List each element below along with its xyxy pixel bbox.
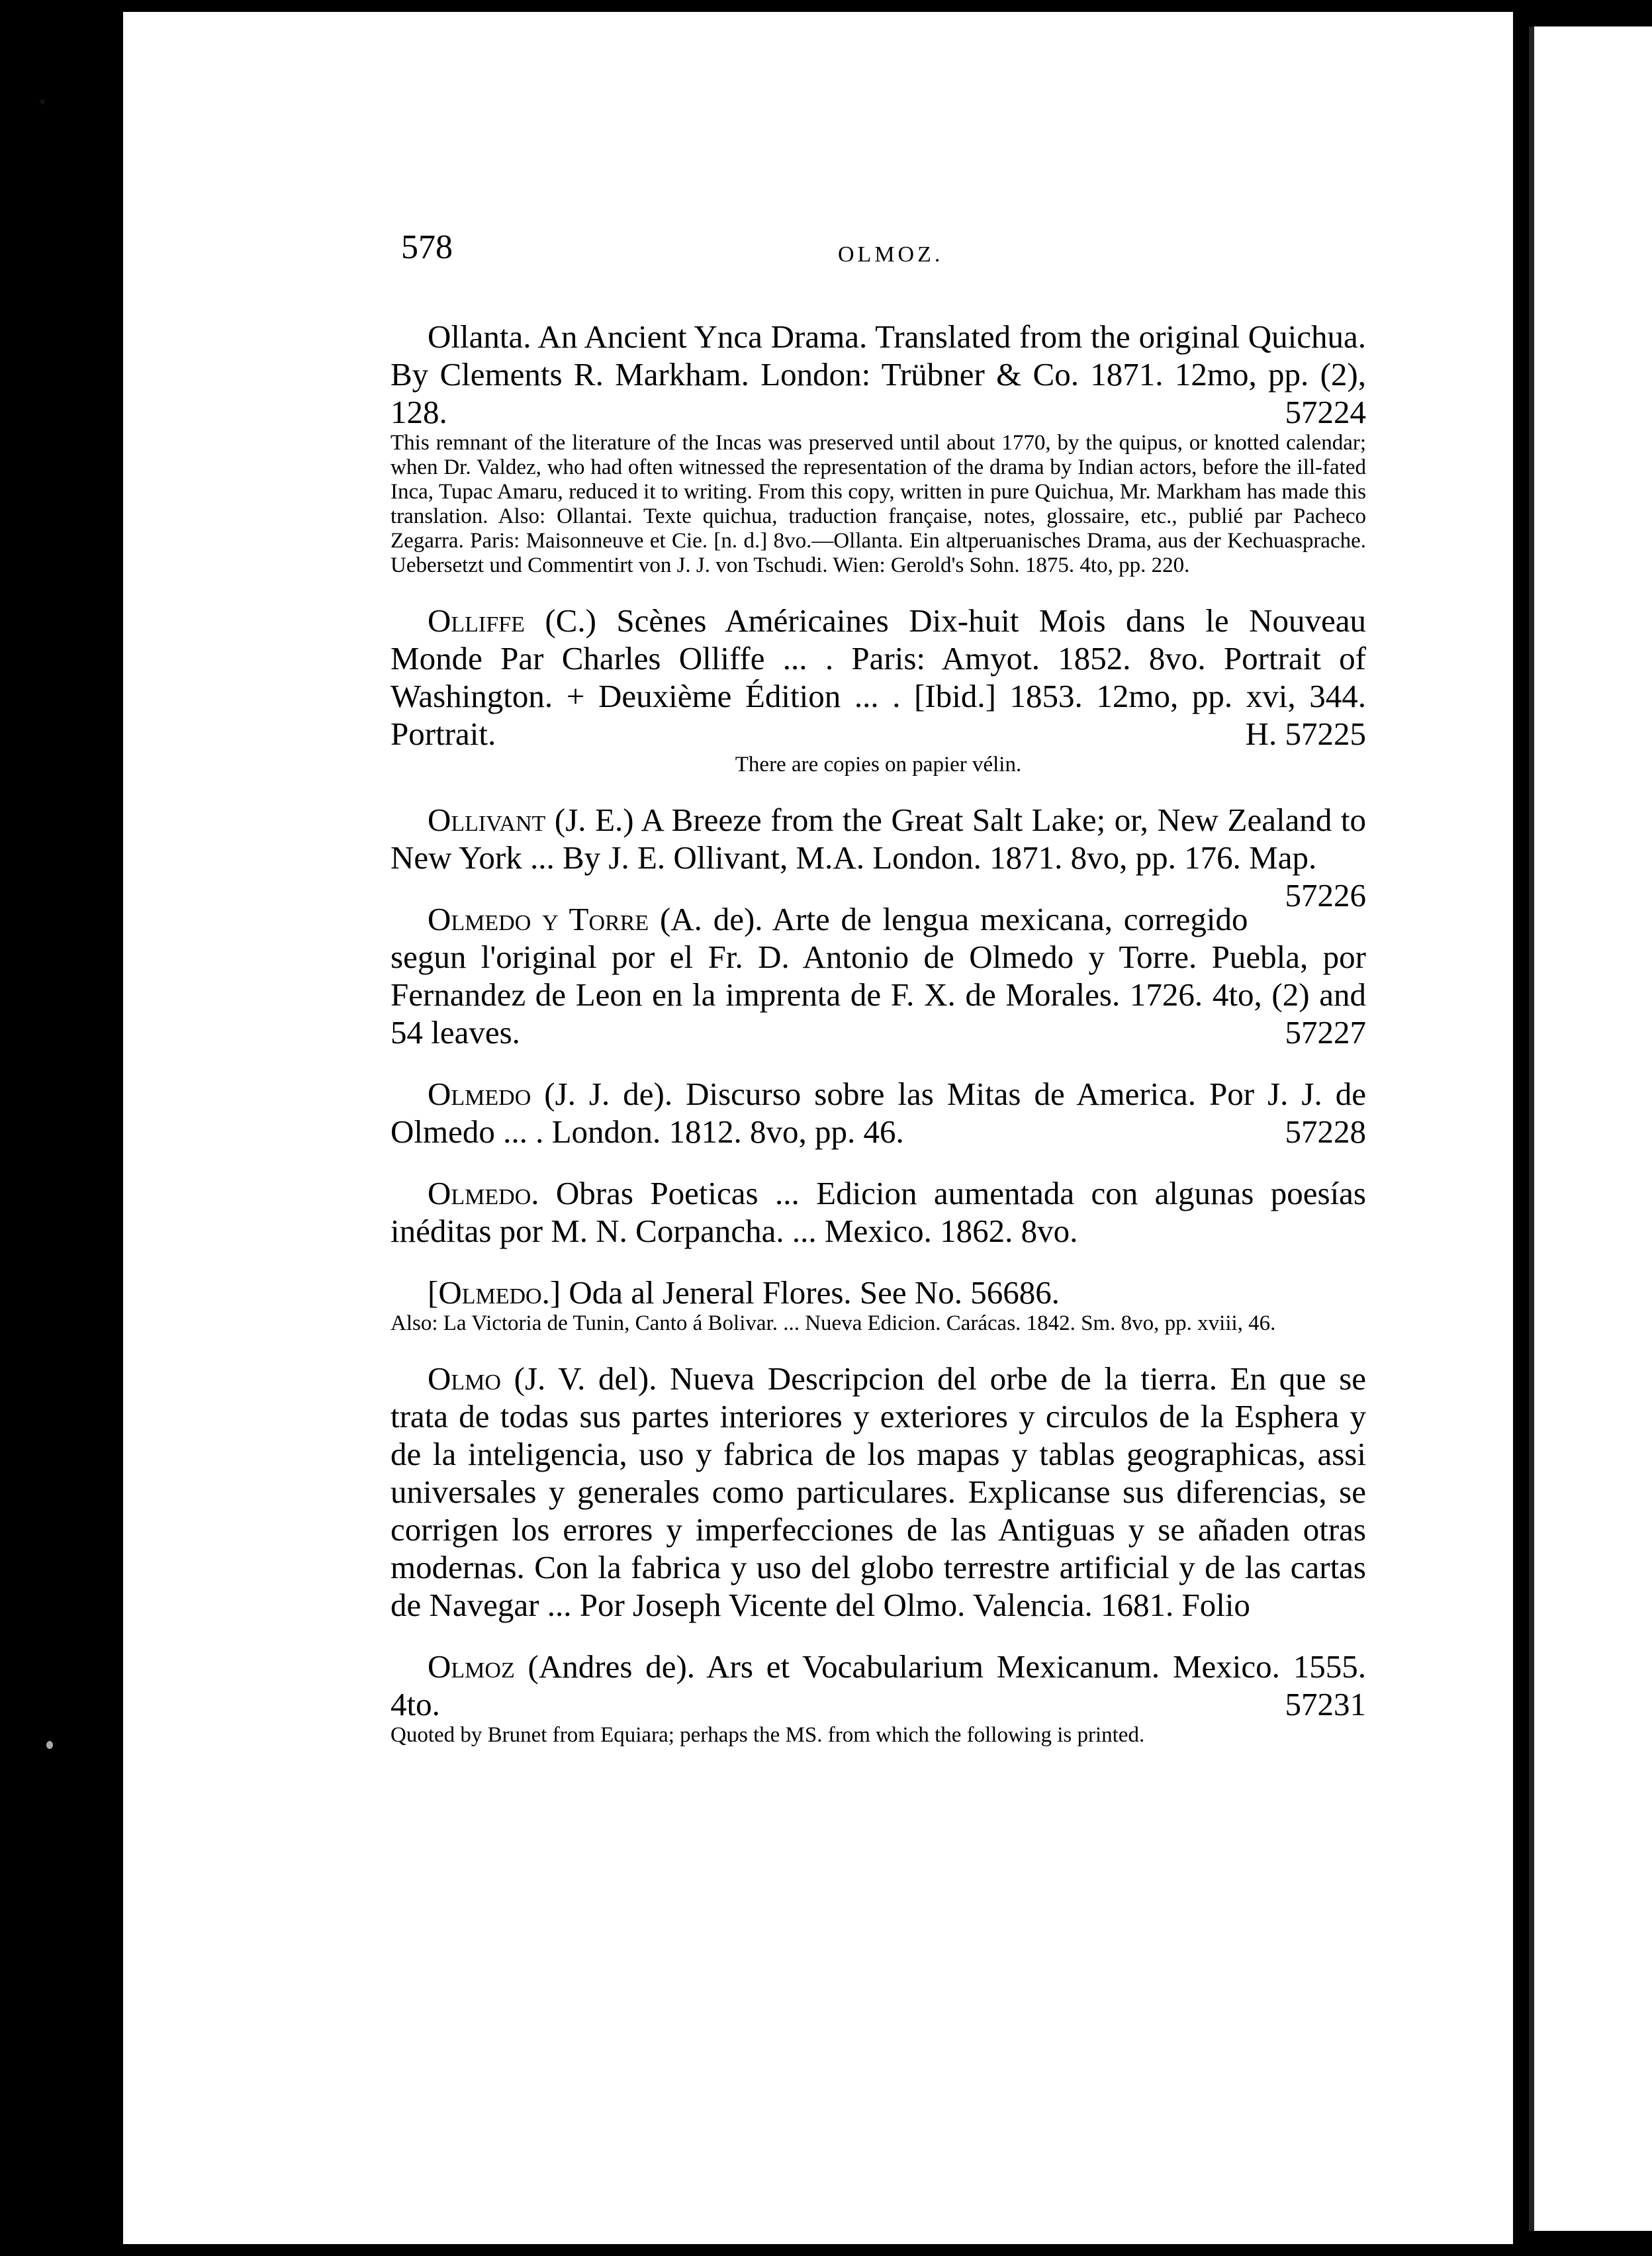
entry-note: This remnant of the literature of the Incas was preserved until about 1770, by the quipus, or knotted calendar; when Dr. Valdez, who had often witnessed the representation of the drama by Indian actors, before the ill-fated Inca, Tupac Amaru, reduced it to writing. From this copy, written in pure Quichua, Mr. Markham has made this translation. Also: Ollantai. Texte quichua, traduction française, notes, glossaire, etc., publié par Pacheco Zegarra. Paris: Maisonneuve et Cie. [n. d.] 8vo.—Ollanta. Ein altperuanisches Drama, aus der Kechuasprache. Uebersetzt und Commentirt von J. J. von Tschudi. Wien: Gerold's Sohn. 1875. 4to, pp. 220. (390, 431, 1366, 577)
entry-number: 57226 (1285, 877, 1366, 914)
entry-text: (A. de). Arte de lengua mexicana, corregido segun l'original por el Fr. D. Antonio de Olmedo y Torre. Puebla, por Fernandez de Leon en la imprenta de F. X. de Morales. 1726. 4to, (2) and 54 leaves. (390, 901, 1366, 1051)
bibliography-entries (390, 318, 1366, 1771)
entry-number: 57227 (1285, 1014, 1366, 1051)
entry-note: Quoted by Brunet from Equiara; perhaps the MS. from which the following is printed. (390, 1723, 1145, 1747)
entry-text: Obras Poeticas ... Edicion aumentada con algunas poesías inéditas por M. N. Corpancha. ... Mexico. 1862. 8vo. (390, 1175, 1366, 1249)
entry-text: Oda al Jeneral Flores. See No. 56686. (569, 1274, 1060, 1311)
adjacent-page-edge (1529, 26, 1652, 2231)
entry-author: Olmedo (428, 1076, 531, 1112)
entry-author: Olmoz (428, 1648, 515, 1685)
page-number: 578 (401, 228, 453, 266)
entry-57228 (390, 1075, 1366, 1151)
entry-number: 57224 (1285, 394, 1366, 430)
entry-57225 (390, 602, 1366, 777)
entry-olmo (390, 1360, 1366, 1624)
entry-author: Olmedo y Torre (428, 901, 649, 937)
entry-note: There are copies on papier vélin. (735, 753, 1022, 776)
entry-57231 (390, 1648, 1366, 1748)
entry-57224 (390, 318, 1366, 578)
entry-author: Olmedo. (428, 1175, 539, 1211)
entry-number: H. 57225 (1245, 716, 1366, 752)
entry-57227 (390, 900, 1366, 1051)
entry-text: (J. E.) A Breeze from the Great Salt Lake; or, New Zealand to New York ... By J. E. Ollivant, M.A. London. 1871. 8vo, pp. 176. Map. (390, 802, 1367, 876)
entry-text: Ollanta. An Ancient Ynca Drama. Translated from the original Quichua. By Clements R. Markham. London: Trübner & Co. 1871. 12mo, pp. (2), 128. (390, 318, 1366, 430)
scan-speck (40, 99, 45, 105)
entry-author: [Olmedo.] (428, 1274, 561, 1311)
entry-57226 (390, 801, 1367, 914)
scan-speck (46, 1741, 53, 1749)
entry-number: 57228 (1285, 1113, 1366, 1150)
page-edge-shadow (1529, 26, 1534, 2231)
running-head: OLMOZ. (838, 242, 944, 267)
entry-author: Ollivant (428, 802, 546, 838)
entry-author: Olmo (428, 1360, 501, 1397)
entry-number: 57231 (1285, 1686, 1366, 1722)
entry-author: Olliffe (428, 602, 525, 639)
entry-note: Also: La Victoria de Tunin, Canto á Bolivar. ... Nueva Edicion. Carácas. 1842. Sm. 8vo, pp. xviii, 46. (390, 1311, 1276, 1335)
entry-olmedo-oda (390, 1274, 1366, 1336)
entry-text: (Andres de). Ars et Vocabularium Mexicanum. Mexico. 1555. 4to. (390, 1648, 1366, 1722)
entry-olmedo-obras (390, 1174, 1366, 1250)
page-header (401, 228, 1367, 281)
entry-text: (C.) Scènes Américaines Dix-huit Mois dans le Nouveau Monde Par Charles Olliffe ... . Paris: Amyot. 1852. 8vo. Portrait of Washington. + Deuxième Édition ... . [Ibid.] 1853. 12mo, pp. xvi, 344. Portrait. (390, 602, 1366, 752)
entry-text: (J. J. de). Discurso sobre las Mitas de America. Por J. J. de Olmedo ... . London. 1812. 8vo, pp. 46. (390, 1076, 1366, 1150)
entry-text: (J. V. del). Nueva Descripcion del orbe de la tierra. En que se trata de todas sus partes interiores y exteriores y circulos de la Esphera y de la inteligencia, uso y fabrica de los mapas y tablas geographicas, assi universales y generales como particulares. Explicanse sus diferencias, se corrigen los errores y imperfecciones de las Antiguas y se añaden otras modernas. Con la fabrica y uso del globo terrestre artificial y de las cartas de Navegar ... Por Joseph Vicente del Olmo. Valencia. 1681. Folio (390, 1360, 1367, 1623)
